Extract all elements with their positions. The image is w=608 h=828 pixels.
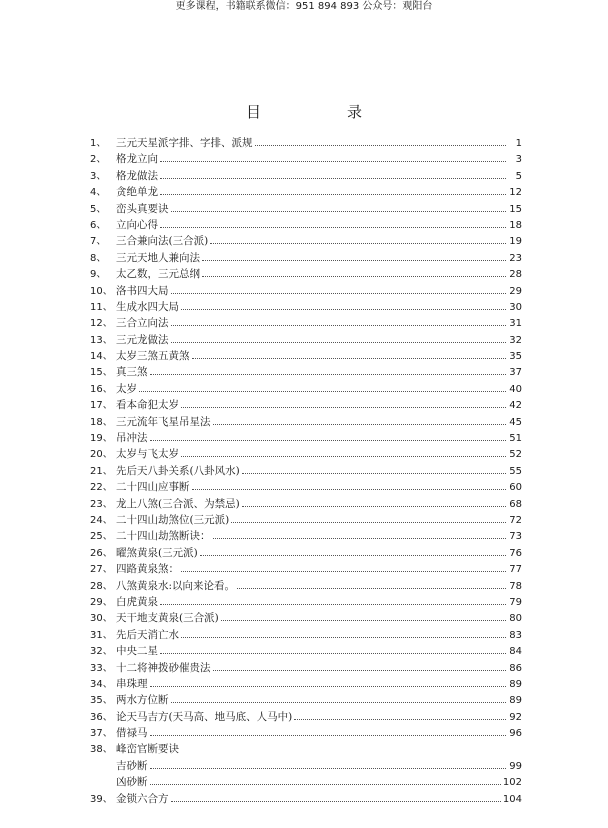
- dot-leader: [160, 168, 506, 179]
- toc-entry: [90, 381, 522, 397]
- toc-entry-number: 32、: [90, 646, 113, 658]
- toc-entry-title: 二十四山劫煞断诀：: [116, 530, 211, 543]
- dot-leader: [150, 364, 507, 375]
- toc-entry-page: 51: [509, 433, 522, 445]
- dot-leader: [213, 528, 507, 539]
- toc-entry-page: 28: [509, 269, 522, 281]
- toc-entry: [90, 446, 522, 462]
- toc-entry-number: 17、: [90, 400, 113, 412]
- toc-entry-page: 55: [509, 465, 522, 477]
- dot-leader: [150, 774, 501, 785]
- toc-entry-title: 二十四山应事断: [116, 481, 190, 494]
- toc-entry-page: 12: [509, 187, 522, 199]
- toc-entry-number: 16、: [90, 383, 113, 395]
- page-header: 更多课程，书籍联系微信：951 894 893 公众号：观阳台: [175, 1, 433, 12]
- dot-leader: [171, 201, 507, 212]
- dot-leader: [139, 381, 506, 392]
- toc-entry-number: 8、: [90, 252, 107, 264]
- toc-entry-title: 论天马吉方(天马高、地马底、人马中): [116, 710, 293, 723]
- toc-entry-title: 龙上八煞(三合派、为禁忌): [116, 497, 240, 510]
- toc-entry-number: 18、: [90, 416, 113, 428]
- toc-entry: [90, 397, 522, 413]
- dot-leader: [160, 594, 506, 605]
- dot-leader: [221, 610, 506, 621]
- toc-entry-page: 42: [509, 400, 522, 412]
- toc-entry-page: 37: [509, 367, 522, 379]
- dot-leader: [210, 233, 506, 244]
- toc-entry-title: 生成水四大局: [116, 300, 179, 313]
- toc-entry: [90, 561, 522, 577]
- toc-entry-number: 4、: [90, 187, 107, 199]
- toc-entry-number: 11、: [90, 301, 113, 313]
- toc-entry-page: 86: [509, 662, 522, 674]
- dot-leader: [150, 725, 507, 736]
- dot-leader: [213, 660, 507, 671]
- dot-leader: [181, 561, 506, 572]
- dot-leader: [150, 676, 507, 687]
- toc-entry-page: 79: [509, 596, 522, 608]
- dot-leader: [242, 463, 506, 474]
- dot-leader: [150, 758, 507, 769]
- toc-entry-page: 5: [515, 170, 522, 182]
- toc-entry: [90, 578, 522, 594]
- toc-entry-number: 14、: [90, 351, 113, 363]
- toc-entry-page: 52: [509, 449, 522, 461]
- toc-entry: [90, 692, 522, 708]
- toc-entry-number: 9、: [90, 269, 107, 281]
- toc-entry-page: 18: [509, 219, 522, 231]
- toc-entry-title: 中央二星: [116, 645, 158, 658]
- toc-entry-title: 白虎黄泉: [116, 595, 158, 608]
- toc-entry-page: 1: [515, 138, 522, 149]
- toc-entry: [90, 184, 522, 200]
- toc-entry-title: 曜煞黄泉(三元派): [116, 546, 198, 559]
- toc-entry: [90, 151, 522, 167]
- toc-entry-number: 27、: [90, 564, 113, 576]
- toc-entry-number: 5、: [90, 203, 107, 215]
- toc-entry: [90, 135, 522, 151]
- toc-entry-number: 26、: [90, 547, 113, 559]
- toc-entry-number: 7、: [90, 236, 107, 248]
- toc-entry-page: 15: [509, 203, 522, 215]
- toc-entry-title: 二十四山劫煞位(三元派): [116, 513, 230, 526]
- dot-leader: [160, 643, 506, 654]
- toc-entry: [90, 250, 522, 266]
- toc-entry-number: 12、: [90, 318, 113, 330]
- toc-entry-page: 32: [509, 334, 522, 346]
- toc-entry-title: 串珠理: [116, 677, 148, 690]
- toc-entry-number: 34、: [90, 678, 113, 690]
- toc-entry-title: 两水方位断: [116, 694, 169, 707]
- toc-entry: [90, 791, 522, 807]
- toc-entry-title: 借禄马: [116, 727, 148, 740]
- dot-leader: [171, 332, 507, 343]
- toc-entry-title: 凶砂断: [116, 776, 148, 789]
- dot-leader: [213, 414, 507, 425]
- dot-leader: [202, 266, 506, 277]
- toc-entry-title: 立向心得: [116, 218, 158, 231]
- toc-entry: [90, 430, 522, 446]
- toc-entry: [90, 741, 522, 757]
- toc-entry-title: 四路黄泉煞：: [116, 563, 179, 576]
- toc-entry-title: 天干地支黄泉(三合派): [116, 612, 219, 625]
- toc-entry-page: 19: [509, 236, 522, 248]
- toc-entry-title: 太岁三煞五黄煞: [116, 350, 190, 363]
- dot-leader: [237, 578, 506, 589]
- toc-entry-page: 77: [509, 564, 522, 576]
- toc-entry-title: 三合兼向法(三合派): [116, 235, 209, 248]
- dot-leader: [255, 135, 507, 146]
- toc-entry-page: 80: [509, 613, 522, 625]
- toc-entry: [90, 463, 522, 479]
- toc-entry: [90, 528, 522, 544]
- toc-entry: [90, 496, 522, 512]
- toc-entry-title: 真三煞: [116, 366, 148, 379]
- toc-entry-number: 33、: [90, 662, 113, 674]
- toc-entry-number: 28、: [90, 580, 113, 592]
- toc-entry-page: 92: [509, 711, 522, 723]
- toc-entry-page: 89: [509, 695, 522, 707]
- toc-entry: [90, 512, 522, 528]
- toc-entry-page: 30: [509, 301, 522, 313]
- toc-entry-title: 格龙做法: [116, 169, 158, 182]
- toc-entry-number: 22、: [90, 482, 113, 494]
- dot-leader: [181, 397, 506, 408]
- toc-entry-page: 104: [502, 793, 522, 805]
- toc-entry-page: 72: [509, 514, 522, 526]
- toc-entry-title: 洛书四大局: [116, 284, 169, 297]
- toc-entry-page: 102: [502, 777, 522, 789]
- toc-entry-page: 3: [515, 154, 522, 166]
- toc-entry: [90, 364, 522, 380]
- toc-entry-page: 45: [509, 416, 522, 428]
- toc-entry-page: 89: [509, 678, 522, 690]
- dot-leader: [294, 709, 506, 720]
- dot-leader: [150, 430, 507, 441]
- dot-leader: [160, 217, 506, 228]
- dot-leader: [160, 184, 506, 195]
- toc-entry-number: 6、: [90, 219, 107, 231]
- toc-entry-number: 3、: [90, 170, 107, 182]
- toc-entry-title: 三元龙做法: [116, 333, 169, 346]
- dot-leader: [171, 283, 507, 294]
- toc-entry-title: 三元流年飞星吊星法: [116, 415, 211, 428]
- toc-entry: [90, 315, 522, 331]
- toc-entry-page: 31: [509, 318, 522, 330]
- toc-entry: [90, 299, 522, 315]
- toc-entry-title: 格龙立向: [116, 153, 158, 166]
- toc-entry-title: 金锁六合方: [116, 792, 169, 805]
- toc-entry: [90, 348, 522, 364]
- dot-leader: [202, 250, 506, 261]
- toc-entry-number: 15、: [90, 367, 113, 379]
- toc-entry: [90, 758, 522, 774]
- dot-leader: [171, 692, 507, 703]
- toc-entry-number: 10、: [90, 285, 113, 297]
- toc-entry-page: 83: [509, 629, 522, 641]
- dot-leader: [181, 446, 506, 457]
- toc-entry-title: 太岁: [116, 382, 137, 395]
- toc-entry-page: 96: [509, 728, 522, 740]
- toc-entry: [90, 725, 522, 741]
- toc-entry-page: 60: [509, 482, 522, 494]
- toc-entry-title: 三元天地人兼向法: [116, 251, 200, 264]
- toc-entry-page: 78: [509, 580, 522, 592]
- toc-entry: [90, 332, 522, 348]
- toc-entry: [90, 643, 522, 659]
- toc-entry-title: 八煞黄泉水:以向来论看。: [116, 579, 236, 592]
- dot-leader: [242, 496, 506, 507]
- toc-entry-number: 35、: [90, 695, 113, 707]
- toc-entry-title: 十二将神拨砂催贵法: [116, 661, 211, 674]
- toc-entry: [90, 414, 522, 430]
- dot-leader: [171, 315, 507, 326]
- toc-entry-title: 三元天星派字排、字排、派规: [116, 137, 253, 149]
- toc-entry-number: 29、: [90, 596, 113, 608]
- toc-entry-page: 99: [509, 760, 522, 772]
- toc-entry-page: 84: [509, 646, 522, 658]
- toc-entry-number: 38、: [90, 744, 113, 756]
- toc-entry-number: 30、: [90, 613, 113, 625]
- toc-entry: [90, 709, 522, 725]
- toc-entry-number: 24、: [90, 514, 113, 526]
- toc-entry-number: 21、: [90, 465, 113, 477]
- toc-entry: [90, 545, 522, 561]
- toc-entry-number: 31、: [90, 629, 113, 641]
- dot-leader: [192, 479, 507, 490]
- toc-entry-number: 19、: [90, 433, 113, 445]
- toc-entry: [90, 627, 522, 643]
- toc-entry-title: 峦头真要诀: [116, 202, 169, 215]
- table-of-contents: [90, 135, 522, 807]
- toc-entry-number: 2、: [90, 154, 107, 166]
- dot-leader: [181, 627, 506, 638]
- toc-entry-page: 40: [509, 383, 522, 395]
- toc-entry-title: 三合立向法: [116, 317, 169, 330]
- toc-entry-page: 68: [509, 498, 522, 510]
- toc-entry-title: 吉砂断: [116, 759, 148, 772]
- toc-entry-title: 先后天消亡水: [116, 628, 179, 641]
- toc-entry: [90, 610, 522, 626]
- toc-entry-title: 太岁与飞太岁: [116, 448, 179, 461]
- toc-entry: [90, 217, 522, 233]
- dot-leader: [181, 299, 506, 310]
- toc-entry: [90, 233, 522, 249]
- toc-entry: [90, 479, 522, 495]
- page-title: 目录: [245, 103, 448, 121]
- toc-entry-title: 吊冲法: [116, 432, 148, 445]
- toc-entry-title: 贪绝单龙: [116, 186, 158, 199]
- toc-entry-title: 太乙数，三元总纲: [116, 268, 200, 281]
- toc-entry-title: 先后天八卦关系(八卦风水): [116, 464, 240, 477]
- toc-entry-page: 35: [509, 351, 522, 363]
- toc-entry: [90, 676, 522, 692]
- toc-entry: [90, 266, 522, 282]
- toc-entry-number: 36、: [90, 711, 113, 723]
- dot-leader: [171, 791, 501, 802]
- toc-entry-number: 1、: [90, 138, 107, 149]
- toc-entry: [90, 660, 522, 676]
- toc-entry: [90, 168, 522, 184]
- toc-entry-number: 13、: [90, 334, 113, 346]
- toc-entry-number: 23、: [90, 498, 113, 510]
- dot-leader: [192, 348, 507, 359]
- dot-leader: [200, 545, 506, 556]
- toc-entry-number: 25、: [90, 531, 113, 543]
- toc-entry: [90, 283, 522, 299]
- dot-leader: [231, 512, 506, 523]
- toc-entry-page: 23: [509, 252, 522, 264]
- toc-entry: [90, 774, 522, 790]
- toc-entry-page: 76: [509, 547, 522, 559]
- dot-leader: [160, 151, 506, 162]
- toc-entry-title: 峰峦官断要诀: [116, 743, 179, 756]
- toc-entry-number: 39、: [90, 793, 113, 805]
- toc-entry: [90, 594, 522, 610]
- toc-entry-page: 29: [509, 285, 522, 297]
- toc-entry: [90, 201, 522, 217]
- toc-entry-number: 20、: [90, 449, 113, 461]
- toc-entry-page: 73: [509, 531, 522, 543]
- toc-entry-title: 看本命犯太岁: [116, 399, 179, 412]
- toc-entry-number: 37、: [90, 728, 113, 740]
